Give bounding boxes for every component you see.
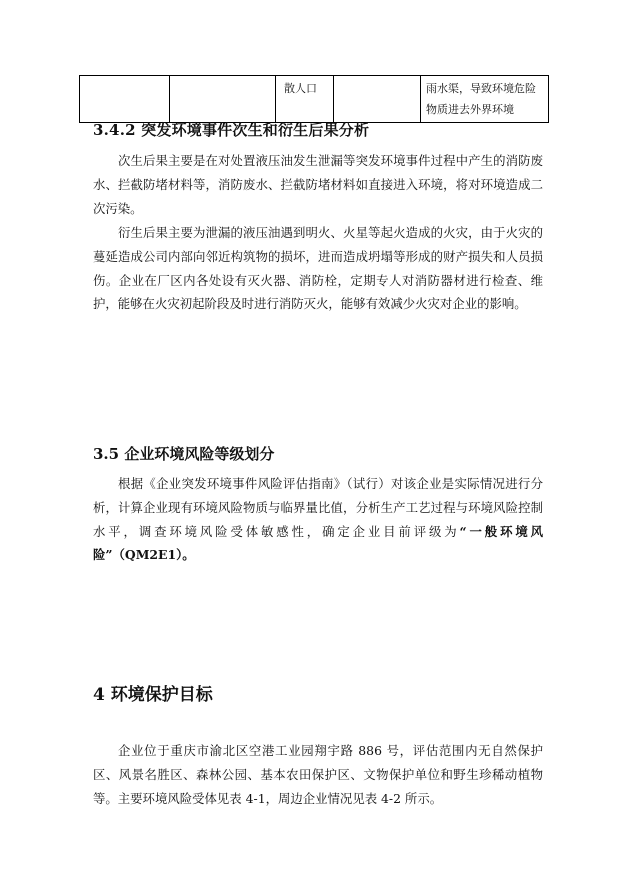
table-cell: 散人口	[276, 76, 334, 123]
table-cell	[170, 76, 276, 123]
section-3-4-2-paragraph-2: 衍生后果主要为泄漏的液压油遇到明火、火星等起火造成的火灾，由于火灾的蔓延造成公司内部向邻近构筑物的损坏，进而造成坍塌等形成的财产损失和人员损伤。企业在厂区内各处设有灭火器、消防栓，定期专人对消防器材进行检查、维护，能够在火灾初起阶段及时进行消防灭火，能够有效减少火灾对企业的影响。	[93, 225, 543, 312]
section-4-paragraph: 企业位于重庆市渝北区空港工业园翔宇路 886 号，评估范围内无自然保护区、风景名胜区、森林公园、基本农田保护区、文物保护单位和野生珍稀动植物等。主要环境风险受体见表 4-1，周边企业情况见表 4-2 所示。	[93, 743, 543, 806]
section-3-5-paragraph	[93, 472, 543, 567]
table-cell	[334, 76, 421, 123]
risk-level-emphasis: “一般环境风险”（QM2E1）。	[93, 523, 543, 563]
table-cell: 雨水渠，导致环境危险物质进去外界环境	[421, 76, 549, 123]
section-3-4-2-paragraph-1: 次生后果主要是在对处置液压油发生泄漏等突发环境事件过程中产生的消防废水、拦截防堵材料等，消防废水、拦截防堵材料如直接进入环境，将对环境造成二次污染。	[93, 153, 543, 216]
section-3-5-text: 根据《企业突发环境事件风险评估指南》（试行）对该企业是实际情况进行分析，计算企业现有环境风险物质与临界量比值，分析生产工艺过程与环境风险控制水平，调查环境风险受体敏感性，确定企业目前评级为	[93, 476, 543, 539]
section-3-5-heading: 3.5 企业环境风险等级划分	[93, 445, 275, 463]
risk-table-fragment	[79, 75, 549, 123]
table-cell	[80, 76, 170, 123]
table-row	[80, 76, 549, 123]
section-4-heading: 4 环境保护目标	[93, 685, 213, 705]
section-3-4-2-heading: 3.4.2 突发环境事件次生和衍生后果分析	[93, 121, 370, 139]
